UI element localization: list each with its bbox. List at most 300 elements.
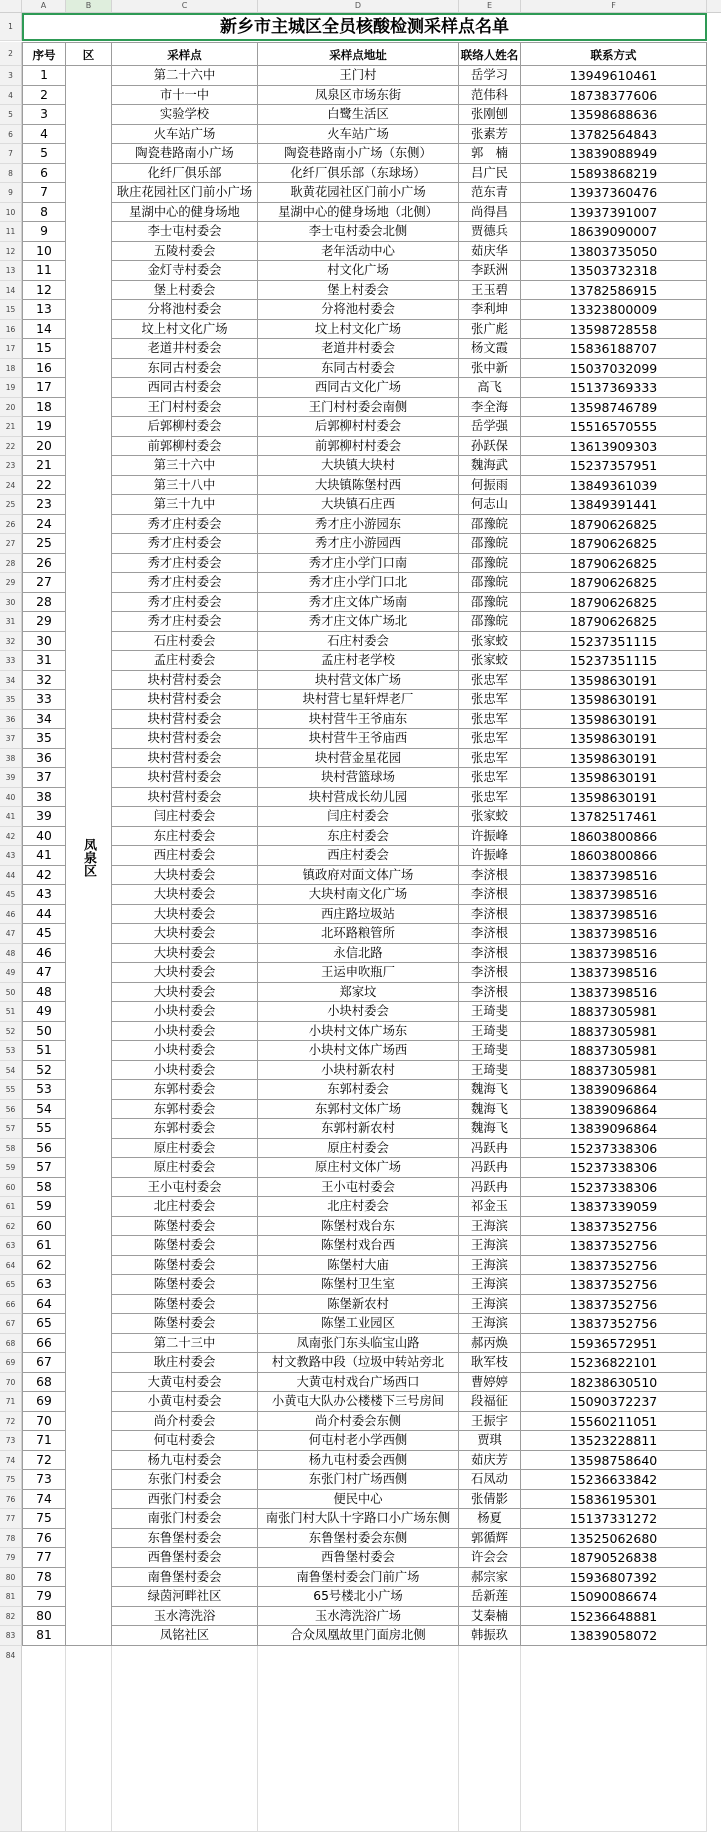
table-cell[interactable]: 杨文霞	[459, 339, 521, 359]
row-number[interactable]: 74	[0, 1451, 22, 1471]
table-cell[interactable]: 秀才庄村委会	[112, 573, 258, 593]
row-number[interactable]: 43	[0, 846, 22, 866]
table-cell[interactable]: 15836195301	[521, 1490, 707, 1510]
table-cell[interactable]: 李济根	[459, 885, 521, 905]
table-cell[interactable]: 老年活动中心	[258, 242, 459, 262]
table-cell[interactable]: 张家蛟	[459, 807, 521, 827]
table-cell[interactable]: 块村营成长幼儿园	[258, 788, 459, 808]
table-cell[interactable]: 18238630510	[521, 1373, 707, 1393]
table-cell[interactable]: 茹庆芳	[459, 1451, 521, 1471]
table-header-cell[interactable]: 采样点地址	[258, 42, 459, 66]
table-cell[interactable]: 大黄屯村委会	[112, 1373, 258, 1393]
table-cell[interactable]: 王海滨	[459, 1314, 521, 1334]
table-cell[interactable]: 西同古文化广场	[258, 378, 459, 398]
table-cell[interactable]: 13598688636	[521, 105, 707, 125]
table-cell[interactable]: 许振峰	[459, 846, 521, 866]
table-cell[interactable]: 何屯村老小学西侧	[258, 1431, 459, 1451]
table-cell[interactable]: 大块村委会	[112, 885, 258, 905]
row-number[interactable]: 25	[0, 495, 22, 515]
table-cell[interactable]: 13598630191	[521, 671, 707, 691]
row-number[interactable]: 79	[0, 1548, 22, 1568]
table-cell[interactable]: 老道井村委会	[112, 339, 258, 359]
table-cell[interactable]: 南鲁堡村委会	[112, 1568, 258, 1588]
table-cell[interactable]: 冯跃冉	[459, 1178, 521, 1198]
table-cell[interactable]: 张素芳	[459, 125, 521, 145]
row-number[interactable]: 16	[0, 320, 22, 340]
table-cell[interactable]: 石庄村委会	[258, 632, 459, 652]
table-cell[interactable]: 块村营村委会	[112, 690, 258, 710]
table-cell[interactable]: 东鲁堡村委会东侧	[258, 1529, 459, 1549]
table-cell[interactable]: 陈堡工业园区	[258, 1314, 459, 1334]
table-cell[interactable]: 岳新莲	[459, 1587, 521, 1607]
table-cell[interactable]: 块村营村委会	[112, 768, 258, 788]
table-cell[interactable]: 冯跃冉	[459, 1139, 521, 1159]
table-cell[interactable]: 15893868219	[521, 164, 707, 184]
table-cell[interactable]: 何志山	[459, 495, 521, 515]
table-cell[interactable]: 50	[22, 1022, 66, 1042]
table-cell[interactable]: 原庄村委会	[258, 1139, 459, 1159]
row-number[interactable]: 2	[0, 42, 22, 66]
table-cell[interactable]: 63	[22, 1275, 66, 1295]
table-header-cell[interactable]: 序号	[22, 42, 66, 66]
table-cell[interactable]: 65号楼北小广场	[258, 1587, 459, 1607]
row-number[interactable]: 81	[0, 1587, 22, 1607]
table-cell[interactable]: 13598630191	[521, 788, 707, 808]
table-cell[interactable]: 15236648881	[521, 1607, 707, 1627]
table-cell[interactable]: 24	[22, 515, 66, 535]
table-cell[interactable]: 王琦斐	[459, 1022, 521, 1042]
table-cell[interactable]: 78	[22, 1568, 66, 1588]
row-number[interactable]: 23	[0, 456, 22, 476]
table-cell[interactable]: 岳学强	[459, 417, 521, 437]
table-cell[interactable]: 杨九屯村委会	[112, 1451, 258, 1471]
table-cell[interactable]: 王琦斐	[459, 1061, 521, 1081]
table-cell[interactable]: 44	[22, 905, 66, 925]
table-cell[interactable]: 李全海	[459, 398, 521, 418]
row-number[interactable]: 38	[0, 749, 22, 769]
table-cell[interactable]: 张忠军	[459, 729, 521, 749]
table-cell[interactable]: 13782564843	[521, 125, 707, 145]
row-number[interactable]: 56	[0, 1100, 22, 1120]
table-cell[interactable]: 北环路粮管所	[258, 924, 459, 944]
table-cell[interactable]: 第二十六中	[112, 66, 258, 86]
table-cell[interactable]: 15090372237	[521, 1392, 707, 1412]
table-cell[interactable]: 张广彪	[459, 320, 521, 340]
table-cell[interactable]: 尚介村委会东侧	[258, 1412, 459, 1432]
table-cell[interactable]: 15237351115	[521, 632, 707, 652]
table-cell[interactable]: 李士屯村委会北侧	[258, 222, 459, 242]
row-number[interactable]: 36	[0, 710, 22, 730]
table-cell[interactable]: 王门村村委会	[112, 398, 258, 418]
row-number[interactable]: 54	[0, 1061, 22, 1081]
table-cell[interactable]: 西庄村委会	[258, 846, 459, 866]
table-cell[interactable]: 大块村委会	[112, 963, 258, 983]
table-cell[interactable]: 16	[22, 359, 66, 379]
table-cell[interactable]: 13837398516	[521, 944, 707, 964]
table-cell[interactable]: 邵豫皖	[459, 573, 521, 593]
table-cell[interactable]: 原庄村委会	[112, 1139, 258, 1159]
table-cell[interactable]: 石庄村委会	[112, 632, 258, 652]
table-cell[interactable]: 18790626825	[521, 573, 707, 593]
table-cell[interactable]: 玉水湾洗浴广场	[258, 1607, 459, 1627]
table-cell[interactable]: 13937391007	[521, 203, 707, 223]
table-cell[interactable]: 13949610461	[521, 66, 707, 86]
table-cell[interactable]: 张忠军	[459, 788, 521, 808]
table-cell[interactable]: 15236822101	[521, 1353, 707, 1373]
table-cell[interactable]: 15236633842	[521, 1470, 707, 1490]
table-cell[interactable]: 65	[22, 1314, 66, 1334]
table-cell[interactable]: 分将池村委会	[112, 300, 258, 320]
table-cell[interactable]: 邵豫皖	[459, 593, 521, 613]
table-cell[interactable]: 金灯寺村委会	[112, 261, 258, 281]
table-cell[interactable]: 13839096864	[521, 1119, 707, 1139]
table-cell[interactable]: 36	[22, 749, 66, 769]
table-cell[interactable]: 18837305981	[521, 1041, 707, 1061]
table-cell[interactable]: 白鹭生活区	[258, 105, 459, 125]
table-cell[interactable]: 13837352756	[521, 1275, 707, 1295]
table-cell[interactable]: 13849391441	[521, 495, 707, 515]
row-number[interactable]: 24	[0, 476, 22, 496]
table-cell[interactable]: 18837305981	[521, 1022, 707, 1042]
table-cell[interactable]: 29	[22, 612, 66, 632]
table-cell[interactable]: 块村营文体广场	[258, 671, 459, 691]
table-cell[interactable]: 20	[22, 437, 66, 457]
table-cell[interactable]: 便民中心	[258, 1490, 459, 1510]
table-cell[interactable]: 77	[22, 1548, 66, 1568]
table-cell[interactable]: 15516570555	[521, 417, 707, 437]
table-cell[interactable]: 13837339059	[521, 1197, 707, 1217]
table-cell[interactable]: 贾琪	[459, 1431, 521, 1451]
row-number[interactable]: 51	[0, 1002, 22, 1022]
table-cell[interactable]: 小块村文体广场西	[258, 1041, 459, 1061]
table-cell[interactable]: 陈堡新农村	[258, 1295, 459, 1315]
table-cell[interactable]: 西庄路垃圾站	[258, 905, 459, 925]
table-cell[interactable]: 56	[22, 1139, 66, 1159]
table-cell[interactable]: 镇政府对面文体广场	[258, 866, 459, 886]
table-cell[interactable]: 祁金玉	[459, 1197, 521, 1217]
table-cell[interactable]: 7	[22, 183, 66, 203]
table-cell[interactable]: 第三十八中	[112, 476, 258, 496]
table-cell[interactable]: 13598728558	[521, 320, 707, 340]
table-cell[interactable]: 大块镇陈堡村西	[258, 476, 459, 496]
table-cell[interactable]: 13837398516	[521, 905, 707, 925]
table-cell[interactable]: 原庄村文体广场	[258, 1158, 459, 1178]
table-cell[interactable]: 东张门村广场西侧	[258, 1470, 459, 1490]
table-cell[interactable]: 王小屯村委会	[258, 1178, 459, 1198]
table-cell[interactable]: 永信北路	[258, 944, 459, 964]
table-cell[interactable]: 第三十六中	[112, 456, 258, 476]
table-cell[interactable]: 40	[22, 827, 66, 847]
table-cell[interactable]: 火车站广场	[258, 125, 459, 145]
table-cell[interactable]: 52	[22, 1061, 66, 1081]
table-cell[interactable]: 32	[22, 671, 66, 691]
table-cell[interactable]: 块村营篮球场	[258, 768, 459, 788]
table-cell[interactable]: 李济根	[459, 905, 521, 925]
table-cell[interactable]: 陈堡村戏台东	[258, 1217, 459, 1237]
table-cell[interactable]: 孙跃保	[459, 437, 521, 457]
table-cell[interactable]: 杨夏	[459, 1509, 521, 1529]
table-cell[interactable]: 西张门村委会	[112, 1490, 258, 1510]
row-number[interactable]: 64	[0, 1256, 22, 1276]
table-cell[interactable]: 33	[22, 690, 66, 710]
table-cell[interactable]: 45	[22, 924, 66, 944]
table-cell[interactable]: 第二十三中	[112, 1334, 258, 1354]
table-cell[interactable]: 小黄屯大队办公楼楼下三号房间	[258, 1392, 459, 1412]
table-cell[interactable]: 38	[22, 788, 66, 808]
row-number[interactable]: 77	[0, 1509, 22, 1529]
table-cell[interactable]: 76	[22, 1529, 66, 1549]
table-cell[interactable]: 陶瓷巷路南小广场（东侧）	[258, 144, 459, 164]
table-cell[interactable]: 魏海飞	[459, 1100, 521, 1120]
table-cell[interactable]: 15090086674	[521, 1587, 707, 1607]
row-number[interactable]: 17	[0, 339, 22, 359]
table-cell[interactable]: 秀才庄文体广场南	[258, 593, 459, 613]
row-number[interactable]: 49	[0, 963, 22, 983]
table-cell[interactable]: 北庄村委会	[112, 1197, 258, 1217]
row-number[interactable]: 8	[0, 164, 22, 184]
table-cell[interactable]: 13803735050	[521, 242, 707, 262]
table-cell[interactable]: 13598746789	[521, 398, 707, 418]
table-cell[interactable]: 13782586915	[521, 281, 707, 301]
table-cell[interactable]: 小块村委会	[112, 1061, 258, 1081]
row-number[interactable]: 75	[0, 1470, 22, 1490]
table-cell[interactable]: 27	[22, 573, 66, 593]
table-cell[interactable]: 18603800866	[521, 827, 707, 847]
table-cell[interactable]: 王海滨	[459, 1236, 521, 1256]
table-cell[interactable]: 大块村委会	[112, 983, 258, 1003]
district-cell[interactable]: 凤泉区	[66, 66, 112, 1646]
table-cell[interactable]: 块村营村委会	[112, 749, 258, 769]
table-cell[interactable]: 凤铭社区	[112, 1626, 258, 1646]
table-cell[interactable]: 2	[22, 86, 66, 106]
table-cell[interactable]: 陈堡村戏台西	[258, 1236, 459, 1256]
table-cell[interactable]: 48	[22, 983, 66, 1003]
row-number[interactable]: 84	[0, 1646, 22, 1832]
table-cell[interactable]: 73	[22, 1470, 66, 1490]
table-cell[interactable]: 13323800009	[521, 300, 707, 320]
table-cell[interactable]: 80	[22, 1607, 66, 1627]
row-number[interactable]: 34	[0, 671, 22, 691]
table-cell[interactable]: 北庄村委会	[258, 1197, 459, 1217]
table-cell[interactable]: 李济根	[459, 924, 521, 944]
table-cell[interactable]: 小块村委会	[112, 1002, 258, 1022]
table-cell[interactable]: 13837398516	[521, 963, 707, 983]
table-cell[interactable]: 15237351115	[521, 651, 707, 671]
table-cell[interactable]: 21	[22, 456, 66, 476]
table-cell[interactable]: 79	[22, 1587, 66, 1607]
table-cell[interactable]: 58	[22, 1178, 66, 1198]
row-number[interactable]: 4	[0, 86, 22, 106]
table-cell[interactable]: 合众凤凰故里门面房北侧	[258, 1626, 459, 1646]
table-cell[interactable]: 前郭柳村村委会	[258, 437, 459, 457]
table-cell[interactable]: 陈堡村委会	[112, 1256, 258, 1276]
table-cell[interactable]: 大块村南文化广场	[258, 885, 459, 905]
row-number[interactable]: 39	[0, 768, 22, 788]
table-cell[interactable]: 15	[22, 339, 66, 359]
table-cell[interactable]: 许振峰	[459, 827, 521, 847]
table-cell[interactable]: 块村营七星轩焊老厂	[258, 690, 459, 710]
table-cell[interactable]: 小块村委会	[258, 1002, 459, 1022]
table-cell[interactable]: 东庄村委会	[258, 827, 459, 847]
table-cell[interactable]: 10	[22, 242, 66, 262]
column-header-c[interactable]: C	[112, 0, 258, 12]
table-cell[interactable]: 46	[22, 944, 66, 964]
empty-cell[interactable]	[66, 1646, 112, 1832]
table-cell[interactable]: 李济根	[459, 983, 521, 1003]
table-cell[interactable]: 13839096864	[521, 1080, 707, 1100]
table-cell[interactable]: 李济根	[459, 866, 521, 886]
row-number[interactable]: 35	[0, 690, 22, 710]
table-cell[interactable]: 5	[22, 144, 66, 164]
table-cell[interactable]: 玉水湾洗浴	[112, 1607, 258, 1627]
table-cell[interactable]: 13503732318	[521, 261, 707, 281]
row-number[interactable]: 7	[0, 144, 22, 164]
table-cell[interactable]: 闫庄村委会	[258, 807, 459, 827]
row-number[interactable]: 33	[0, 651, 22, 671]
row-number[interactable]: 42	[0, 827, 22, 847]
table-cell[interactable]: 13523228811	[521, 1431, 707, 1451]
table-cell[interactable]: 化纤厂俱乐部（东球场）	[258, 164, 459, 184]
table-cell[interactable]: 冯跃冉	[459, 1158, 521, 1178]
table-cell[interactable]: 张刚刨	[459, 105, 521, 125]
row-number[interactable]: 40	[0, 788, 22, 808]
table-cell[interactable]: 魏海飞	[459, 1080, 521, 1100]
table-cell[interactable]: 邵豫皖	[459, 534, 521, 554]
table-cell[interactable]: 61	[22, 1236, 66, 1256]
row-number[interactable]: 10	[0, 203, 22, 223]
table-cell[interactable]: 贾德兵	[459, 222, 521, 242]
table-cell[interactable]: 闫庄村委会	[112, 807, 258, 827]
table-cell[interactable]: 王海滨	[459, 1295, 521, 1315]
table-cell[interactable]: 13598758640	[521, 1451, 707, 1471]
table-cell[interactable]: 28	[22, 593, 66, 613]
table-cell[interactable]: 秀才庄小学门口北	[258, 573, 459, 593]
table-cell[interactable]: 15137331272	[521, 1509, 707, 1529]
table-cell[interactable]: 王海滨	[459, 1275, 521, 1295]
table-cell[interactable]: 王玉碧	[459, 281, 521, 301]
row-number[interactable]: 60	[0, 1178, 22, 1198]
row-number[interactable]: 59	[0, 1158, 22, 1178]
table-cell[interactable]: 西鲁堡村委会	[112, 1548, 258, 1568]
table-cell[interactable]: 13	[22, 300, 66, 320]
table-cell[interactable]: 东同古村委会	[258, 359, 459, 379]
table-cell[interactable]: 6	[22, 164, 66, 184]
row-number[interactable]: 44	[0, 866, 22, 886]
table-cell[interactable]: 市十一中	[112, 86, 258, 106]
table-cell[interactable]: 43	[22, 885, 66, 905]
table-cell[interactable]: 村文化广场	[258, 261, 459, 281]
row-number[interactable]: 15	[0, 300, 22, 320]
table-cell[interactable]: 37	[22, 768, 66, 788]
table-cell[interactable]: 南鲁堡村委会门前广场	[258, 1568, 459, 1588]
table-cell[interactable]: 魏海武	[459, 456, 521, 476]
table-cell[interactable]: 李士屯村委会	[112, 222, 258, 242]
table-cell[interactable]: 火车站广场	[112, 125, 258, 145]
table-cell[interactable]: 南张门村大队十字路口小广场东侧	[258, 1509, 459, 1529]
row-number[interactable]: 55	[0, 1080, 22, 1100]
table-cell[interactable]: 13837352756	[521, 1236, 707, 1256]
column-header-d[interactable]: D	[258, 0, 459, 12]
table-cell[interactable]: 东张门村委会	[112, 1470, 258, 1490]
table-cell[interactable]: 小块村文体广场东	[258, 1022, 459, 1042]
table-cell[interactable]: 31	[22, 651, 66, 671]
empty-cell[interactable]	[112, 1646, 258, 1832]
table-cell[interactable]: 13839096864	[521, 1100, 707, 1120]
row-number[interactable]: 21	[0, 417, 22, 437]
table-cell[interactable]: 1	[22, 66, 66, 86]
table-header-cell[interactable]: 联络人姓名	[459, 42, 521, 66]
table-cell[interactable]: 原庄村委会	[112, 1158, 258, 1178]
table-cell[interactable]: 东郭村委会	[112, 1080, 258, 1100]
table-cell[interactable]: 郝丙焕	[459, 1334, 521, 1354]
table-cell[interactable]: 杨九屯村委会西侧	[258, 1451, 459, 1471]
table-cell[interactable]: 小块村委会	[112, 1022, 258, 1042]
row-number[interactable]: 20	[0, 398, 22, 418]
row-number[interactable]: 46	[0, 905, 22, 925]
row-number[interactable]: 41	[0, 807, 22, 827]
table-cell[interactable]: 何振雨	[459, 476, 521, 496]
table-cell[interactable]: 李跃洲	[459, 261, 521, 281]
table-cell[interactable]: 东庄村委会	[112, 827, 258, 847]
sheet-title[interactable]: 新乡市主城区全员核酸检测采样点名单	[22, 13, 707, 41]
row-number[interactable]: 14	[0, 281, 22, 301]
table-cell[interactable]: 22	[22, 476, 66, 496]
table-cell[interactable]: 13839088949	[521, 144, 707, 164]
table-cell[interactable]: 西同古村委会	[112, 378, 258, 398]
row-number[interactable]: 78	[0, 1529, 22, 1549]
table-cell[interactable]: 18	[22, 398, 66, 418]
table-cell[interactable]: 秀才庄小游园西	[258, 534, 459, 554]
table-cell[interactable]: 54	[22, 1100, 66, 1120]
table-cell[interactable]: 王海滨	[459, 1217, 521, 1237]
row-number[interactable]: 47	[0, 924, 22, 944]
table-cell[interactable]: 15836188707	[521, 339, 707, 359]
row-number[interactable]: 9	[0, 183, 22, 203]
row-number[interactable]: 27	[0, 534, 22, 554]
table-cell[interactable]: 13598630191	[521, 710, 707, 730]
table-cell[interactable]: 大块村委会	[112, 944, 258, 964]
row-number[interactable]: 62	[0, 1217, 22, 1237]
table-cell[interactable]: 71	[22, 1431, 66, 1451]
table-cell[interactable]: 李济根	[459, 944, 521, 964]
row-number[interactable]: 26	[0, 515, 22, 535]
table-cell[interactable]: 魏海飞	[459, 1119, 521, 1139]
table-cell[interactable]: 张忠军	[459, 749, 521, 769]
table-cell[interactable]: 郭循辉	[459, 1529, 521, 1549]
table-cell[interactable]: 大块村委会	[112, 905, 258, 925]
table-cell[interactable]: 茹庆华	[459, 242, 521, 262]
table-cell[interactable]: 块村营村委会	[112, 788, 258, 808]
table-cell[interactable]: 39	[22, 807, 66, 827]
table-cell[interactable]: 49	[22, 1002, 66, 1022]
table-cell[interactable]: 张忠军	[459, 690, 521, 710]
table-cell[interactable]: 李利坤	[459, 300, 521, 320]
table-cell[interactable]: 坟上村文化广场	[258, 320, 459, 340]
table-cell[interactable]: 东郭村委会	[258, 1080, 459, 1100]
table-cell[interactable]: 实验学校	[112, 105, 258, 125]
table-cell[interactable]: 堡上村委会	[112, 281, 258, 301]
row-number[interactable]: 69	[0, 1353, 22, 1373]
row-number[interactable]: 58	[0, 1139, 22, 1159]
column-header-e[interactable]: E	[459, 0, 521, 12]
table-cell[interactable]: 18790626825	[521, 593, 707, 613]
row-number[interactable]: 12	[0, 242, 22, 262]
table-cell[interactable]: 大块村委会	[112, 866, 258, 886]
table-cell[interactable]: 孟庄村委会	[112, 651, 258, 671]
table-cell[interactable]: 王小屯村委会	[112, 1178, 258, 1198]
table-cell[interactable]: 18837305981	[521, 1061, 707, 1081]
table-header-cell[interactable]: 采样点	[112, 42, 258, 66]
